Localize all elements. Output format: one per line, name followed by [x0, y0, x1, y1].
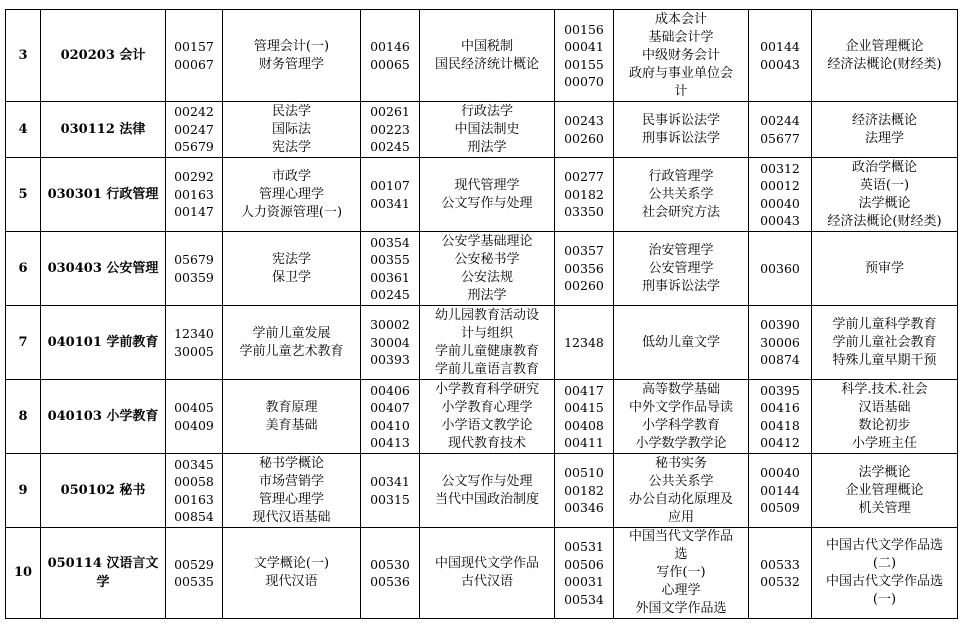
course-name-cell	[812, 158, 958, 232]
course-code: 00163	[174, 186, 214, 202]
course-name: 企业管理概论	[845, 38, 924, 54]
row-number: 6	[6, 232, 41, 306]
course-name: 机关管理	[858, 500, 911, 516]
course-name-cell	[420, 10, 555, 102]
course-name: 应用	[667, 509, 694, 525]
table-row	[6, 158, 958, 232]
course-name-cell	[614, 454, 749, 528]
course-code: 00536	[370, 574, 410, 589]
course-name: 公文写作与处理	[441, 195, 533, 211]
course-code-cell	[361, 232, 420, 306]
course-code-cell	[361, 158, 420, 232]
course-code: 00854	[174, 509, 214, 524]
course-code-cell	[749, 528, 812, 619]
course-name: 中外文学作品导读	[628, 399, 733, 415]
course-name: 企业管理概论	[845, 482, 924, 498]
course-name-cell	[420, 306, 555, 380]
course-code-cell	[555, 454, 614, 528]
course-code-cell	[361, 10, 420, 102]
course-name-cell	[420, 380, 555, 454]
course-name: 成本会计	[654, 11, 707, 27]
course-code: 00356	[564, 260, 604, 276]
course-name: 英语(一)	[859, 177, 910, 193]
course-name: 国民经济统计概论	[434, 56, 539, 72]
course-code: 00260	[564, 130, 604, 146]
row-number: 9	[6, 454, 41, 528]
major-cell	[41, 158, 166, 232]
course-name-cell	[614, 232, 749, 306]
course-name: 刑法学	[467, 287, 507, 303]
course-name: 国际法	[271, 121, 311, 137]
course-code: 00031	[564, 574, 604, 589]
major-cell	[41, 528, 166, 619]
course-code: 00245	[370, 287, 410, 302]
course-name-cell	[614, 380, 749, 454]
row-number: 8	[6, 380, 41, 454]
course-name: 学前儿童科学教育	[832, 316, 937, 332]
course-code: 00874	[760, 352, 800, 368]
course-name: 现代汉语	[265, 574, 318, 589]
course-name: 选	[674, 547, 688, 562]
course-code: 00163	[174, 491, 214, 507]
row-number: 10	[6, 528, 41, 619]
major-name-line: 020203 会计	[60, 48, 146, 63]
course-code: 00395	[760, 382, 800, 398]
course-name-cell	[223, 102, 361, 158]
course-code: 00182	[564, 186, 604, 202]
course-code: 00182	[564, 482, 604, 498]
course-name-cell	[223, 380, 361, 454]
course-name-cell	[812, 380, 958, 454]
course-name: 美育基础	[265, 417, 318, 433]
course-code: 00534	[564, 591, 604, 607]
course-name-cell	[223, 528, 361, 619]
course-name: 人力资源管理(一)	[240, 204, 343, 220]
course-name-cell	[420, 454, 555, 528]
course-code: 00260	[564, 278, 604, 294]
major-cell	[41, 10, 166, 102]
course-name: 政治学概论	[851, 159, 917, 175]
course-code: 00531	[564, 539, 604, 554]
course-code: 00144	[760, 482, 800, 498]
course-code: 00040	[760, 195, 800, 211]
course-code-cell	[166, 306, 223, 380]
course-name-cell	[223, 232, 361, 306]
table-row	[6, 232, 958, 306]
course-code-cell	[555, 158, 614, 232]
course-name: 法学概论	[858, 195, 911, 211]
course-name-cell	[614, 528, 749, 619]
major-name-line: 030403 公安管理	[47, 261, 159, 276]
course-code: 00261	[370, 104, 410, 120]
course-name-cell	[420, 158, 555, 232]
course-code-cell	[749, 158, 812, 232]
course-code: 00535	[174, 574, 214, 589]
course-name: 预审学	[864, 260, 904, 276]
course-name: (一)	[872, 592, 897, 607]
exam-course-table	[5, 9, 958, 619]
course-code: 00405	[174, 400, 214, 415]
course-name-cell	[812, 454, 958, 528]
course-name: 政府与事业单位会	[628, 65, 733, 81]
course-code: 00407	[370, 400, 410, 415]
course-name: 计与组织	[460, 325, 513, 341]
course-code: 00345	[174, 456, 214, 472]
course-code: 00346	[564, 500, 604, 516]
course-name: 计	[674, 83, 688, 99]
course-code: 00043	[760, 56, 800, 72]
course-code: 00065	[370, 56, 410, 72]
course-name: 外国文学作品选	[635, 601, 727, 616]
course-code: 30005	[174, 343, 214, 359]
course-code: 00360	[760, 260, 800, 276]
course-code: 00412	[760, 435, 800, 450]
course-code: 30004	[370, 334, 410, 350]
course-code-cell	[361, 454, 420, 528]
course-code: 12348	[564, 334, 604, 350]
major-name-line: 040103 小学教育	[47, 409, 159, 424]
course-code: 05679	[174, 139, 214, 155]
course-code: 00408	[564, 417, 604, 433]
major-name-line: 030301 行政管理	[47, 187, 159, 202]
course-name: 幼儿园教育活动设	[434, 307, 539, 323]
course-code: 00058	[174, 474, 214, 489]
course-name: 教育原理	[265, 399, 318, 415]
course-code: 00506	[564, 556, 604, 572]
course-name: 社会研究方法	[641, 204, 720, 220]
course-code: 00157	[174, 39, 214, 54]
major-cell	[41, 232, 166, 306]
course-name: 学前儿童语言教育	[434, 361, 539, 377]
course-code: 00341	[370, 474, 410, 489]
course-name: 公安秘书学	[454, 251, 520, 267]
course-name-cell	[614, 158, 749, 232]
course-code-cell	[555, 10, 614, 102]
course-code: 00354	[370, 234, 410, 250]
course-name: 现代管理学	[454, 177, 520, 193]
course-name: 公共关系学	[648, 473, 714, 489]
course-name-cell	[614, 306, 749, 380]
major-cell	[41, 102, 166, 158]
course-code: 00341	[370, 195, 410, 211]
course-code: 00410	[370, 417, 410, 433]
course-code: 00312	[760, 160, 800, 176]
course-name-cell	[812, 102, 958, 158]
course-code: 00244	[760, 113, 800, 128]
course-name: 公安法规	[460, 269, 513, 285]
course-name: 公安管理学	[648, 260, 714, 276]
course-code: 03350	[564, 204, 604, 220]
course-name-cell	[812, 10, 958, 102]
course-name: 小学班主任	[851, 435, 917, 451]
course-name: 汉语基础	[858, 399, 911, 415]
course-code: 00390	[760, 317, 800, 333]
table-row	[6, 528, 958, 619]
course-code: 05679	[174, 252, 214, 267]
course-code-cell	[555, 380, 614, 454]
course-name: 中级财务会计	[641, 47, 720, 63]
course-code: 00012	[760, 178, 800, 193]
course-code: 00409	[174, 417, 214, 433]
course-code: 00156	[564, 21, 604, 37]
course-name-cell	[223, 306, 361, 380]
course-code: 00245	[370, 139, 410, 155]
course-code: 00532	[760, 574, 800, 589]
course-code-cell	[166, 102, 223, 158]
course-code: 00040	[760, 465, 800, 481]
major-cell	[41, 306, 166, 380]
course-code-cell	[361, 380, 420, 454]
row-number: 3	[6, 10, 41, 102]
course-name: 财务管理学	[258, 56, 324, 72]
course-name: 科学.技术.社会	[841, 381, 928, 397]
course-code: 00355	[370, 252, 410, 267]
course-name: 公安学基础理论	[441, 233, 533, 249]
course-code: 00147	[174, 204, 214, 220]
course-name: 心理学	[661, 583, 701, 598]
course-name: 小学语文教学论	[441, 417, 533, 433]
course-name: 小学数学教学论	[635, 435, 727, 451]
course-name: 行政管理学	[648, 168, 714, 184]
course-name: 公共关系学	[648, 186, 714, 202]
course-code: 00043	[760, 213, 800, 228]
course-name-cell	[223, 158, 361, 232]
course-name: 特殊儿童早期干预	[832, 352, 937, 368]
major-cell	[41, 454, 166, 528]
course-code-cell	[166, 528, 223, 619]
course-name: 古代汉语	[460, 574, 513, 589]
course-code: 00155	[564, 56, 604, 72]
course-name: 中国当代文学作品	[628, 529, 733, 544]
course-code-cell	[749, 380, 812, 454]
course-code-cell	[749, 306, 812, 380]
table-row	[6, 306, 958, 380]
course-name-cell	[614, 10, 749, 102]
course-code-cell	[166, 158, 223, 232]
course-name: 民法学	[271, 103, 311, 119]
row-number: 7	[6, 306, 41, 380]
course-code: 00315	[370, 491, 410, 507]
course-name: 文学概论(一)	[253, 556, 330, 571]
major-name-line: 学	[96, 575, 110, 590]
course-name: 民事诉讼法学	[641, 112, 720, 128]
course-code-cell	[555, 232, 614, 306]
row-number: 4	[6, 102, 41, 158]
course-code: 00411	[564, 435, 604, 450]
major-name-line: 050114 汉语言文	[47, 556, 159, 571]
course-code: 30006	[760, 334, 800, 350]
course-name: 市场营销学	[258, 473, 324, 489]
course-name-cell	[223, 10, 361, 102]
course-code: 00292	[174, 169, 214, 185]
course-code-cell	[555, 102, 614, 158]
course-name-cell	[420, 232, 555, 306]
course-name: 法学概论	[858, 464, 911, 480]
major-name-line: 050102 秘书	[60, 483, 146, 498]
course-name: 市政学	[271, 168, 311, 184]
course-name: 学前儿童艺术教育	[239, 343, 344, 359]
course-name: 保卫学	[271, 269, 311, 285]
course-code: 00415	[564, 400, 604, 415]
course-code: 00243	[564, 113, 604, 128]
course-code: 00223	[370, 121, 410, 137]
course-name: 学前儿童健康教育	[434, 343, 539, 359]
major-cell	[41, 380, 166, 454]
course-name: 当代中国政治制度	[434, 491, 539, 507]
course-code-cell	[166, 454, 223, 528]
course-code-cell	[166, 380, 223, 454]
course-code-cell	[749, 454, 812, 528]
course-code: 00509	[760, 500, 800, 516]
course-name: 现代汉语基础	[252, 509, 331, 525]
course-code: 00041	[564, 39, 604, 54]
course-name: 中国税制	[460, 38, 513, 54]
course-name: 秘书学概论	[258, 455, 324, 471]
course-name: 中国现代文学作品	[434, 556, 539, 571]
course-code-cell	[555, 528, 614, 619]
table-row	[6, 10, 958, 102]
course-name: 小学教育心理学	[441, 399, 533, 415]
course-code: 00242	[174, 104, 214, 120]
course-code-cell	[166, 10, 223, 102]
course-name: 学前儿童发展	[252, 325, 331, 341]
course-code: 12340	[174, 326, 214, 341]
course-name: 管理心理学	[258, 186, 324, 202]
course-code: 00418	[760, 417, 800, 433]
course-name-cell	[420, 528, 555, 619]
course-code: 00413	[370, 435, 410, 450]
course-code: 00510	[564, 465, 604, 481]
course-name: 法理学	[864, 130, 904, 146]
row-number: 5	[6, 158, 41, 232]
course-name: 治安管理学	[648, 242, 714, 258]
course-code-cell	[555, 306, 614, 380]
course-name: 写作(一)	[656, 565, 706, 580]
course-code: 00247	[174, 121, 214, 137]
major-name-line: 040101 学前教育	[47, 335, 159, 350]
course-code-cell	[166, 232, 223, 306]
course-name: 经济法概论(财经类)	[827, 56, 942, 72]
course-code: 00393	[370, 352, 410, 368]
course-name: 管理心理学	[258, 491, 324, 507]
course-code: 00361	[370, 269, 410, 285]
course-code: 30002	[370, 317, 410, 333]
course-code-cell	[749, 102, 812, 158]
course-name: 高等数学基础	[641, 381, 720, 397]
course-code: 00529	[174, 556, 214, 572]
course-code: 00144	[760, 39, 800, 54]
course-name: 中国法制史	[454, 121, 520, 137]
course-name-cell	[420, 102, 555, 158]
course-code-cell	[749, 10, 812, 102]
course-name-cell	[614, 102, 749, 158]
table-row	[6, 102, 958, 158]
course-code: 00277	[564, 169, 604, 185]
course-name: 中国古代文学作品选	[825, 538, 943, 553]
course-code: 00067	[174, 56, 214, 72]
course-name: 学前儿童社会教育	[832, 334, 937, 350]
course-code: 00533	[760, 556, 800, 572]
course-name: 小学科学教育	[641, 417, 720, 433]
course-code: 05677	[760, 130, 800, 146]
course-name-cell	[223, 454, 361, 528]
course-name: 公文写作与处理	[441, 473, 533, 489]
course-code: 00146	[370, 39, 410, 54]
course-name: 小学教育科学研究	[434, 381, 539, 397]
course-code-cell	[361, 306, 420, 380]
course-name: 数论初步	[858, 417, 911, 433]
course-code-cell	[361, 102, 420, 158]
course-name: 刑法学	[467, 139, 507, 155]
course-name: 宪法学	[271, 139, 311, 155]
course-code: 00417	[564, 382, 604, 398]
course-name: (二)	[872, 556, 897, 571]
course-code-cell	[361, 528, 420, 619]
course-name: 行政法学	[460, 103, 513, 119]
course-code: 00530	[370, 556, 410, 572]
major-name-line: 030112 法律	[60, 122, 146, 137]
course-name: 办公自动化原理及	[628, 491, 733, 507]
course-name: 经济法概论(财经类)	[827, 213, 942, 229]
course-code: 00359	[174, 269, 214, 285]
course-name: 中国古代文学作品选	[825, 574, 943, 589]
course-code: 00416	[760, 400, 800, 415]
course-name: 管理会计(一)	[253, 38, 330, 54]
course-name: 现代教育技术	[447, 435, 526, 451]
course-code: 00406	[370, 382, 410, 398]
table-row	[6, 380, 958, 454]
course-name: 刑事诉讼法学	[641, 130, 720, 146]
course-name: 基础会计学	[648, 29, 714, 45]
course-name-cell	[812, 232, 958, 306]
course-name-cell	[812, 306, 958, 380]
course-name: 低幼儿童文学	[641, 334, 720, 350]
course-code: 00070	[564, 74, 604, 89]
course-name: 刑事诉讼法学	[641, 278, 720, 294]
course-name: 宪法学	[271, 251, 311, 267]
course-code: 00107	[370, 178, 410, 193]
course-name-cell	[812, 528, 958, 619]
course-code-cell	[749, 232, 812, 306]
table-row	[6, 454, 958, 528]
course-name: 经济法概论	[851, 112, 917, 128]
course-name: 秘书实务	[654, 455, 707, 471]
course-code: 00357	[564, 243, 604, 259]
